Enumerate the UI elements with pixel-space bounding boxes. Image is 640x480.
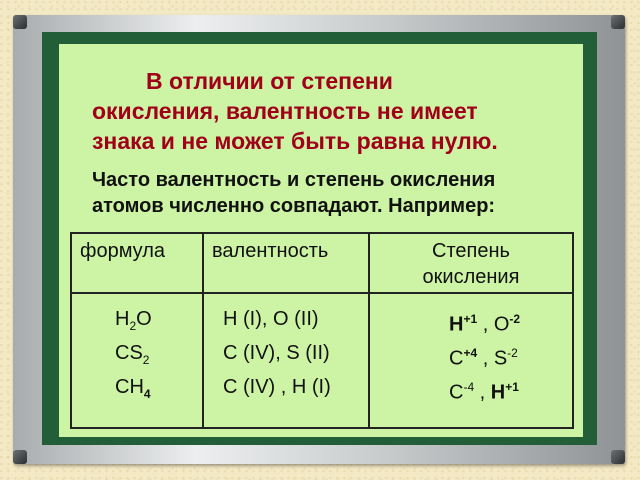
frame-corner-bottom-left [13,450,27,464]
header-valence: валентность [203,233,369,293]
definition-line-3: знака и не может быть равна нулю. [92,128,498,154]
oxidation-row-3: $C^{-4}$ , $H^{+1}$ [449,380,519,404]
frame-corner-top-right [611,15,625,29]
formula-h2o: $H_2O$ [115,308,152,333]
valence-row-1: H (I), O (II) [223,308,319,330]
intro-line-1: Часто валентность и степень окисления [92,169,496,191]
definition-line-2: окисления, валентность не имеет [92,98,478,124]
definition-line-1: В отличии от степени [146,68,393,94]
valence-row-3: C (IV) , H (I) [223,376,331,398]
header-oxidation [369,233,573,293]
oxidation-row-2: $C^{+4}$ , $S^{-2}$ [449,346,518,370]
header-formula: формула [71,233,203,293]
oxidation-cell [369,293,573,428]
oxidation-row-1: $H^{+1}$ , $O^{-2}$ [449,312,521,336]
header-oxidation-line-2: окисления [422,266,520,288]
valence-cell [203,293,369,428]
formula-cell [71,293,203,428]
valence-row-2: C (IV), S (II) [223,342,330,364]
valence-table [70,232,574,429]
frame-corner-top-left [13,15,27,29]
header-oxidation-line-1: Степень [432,240,510,262]
intro-line-2: атомов численно совпадают. Например: [92,195,496,217]
intro-text [92,167,582,219]
formula-cs2: $CS_2$ [115,342,150,367]
definition-text [92,66,572,156]
formula-ch4: $CH_4$ [115,376,151,401]
frame-corner-bottom-right [611,450,625,464]
